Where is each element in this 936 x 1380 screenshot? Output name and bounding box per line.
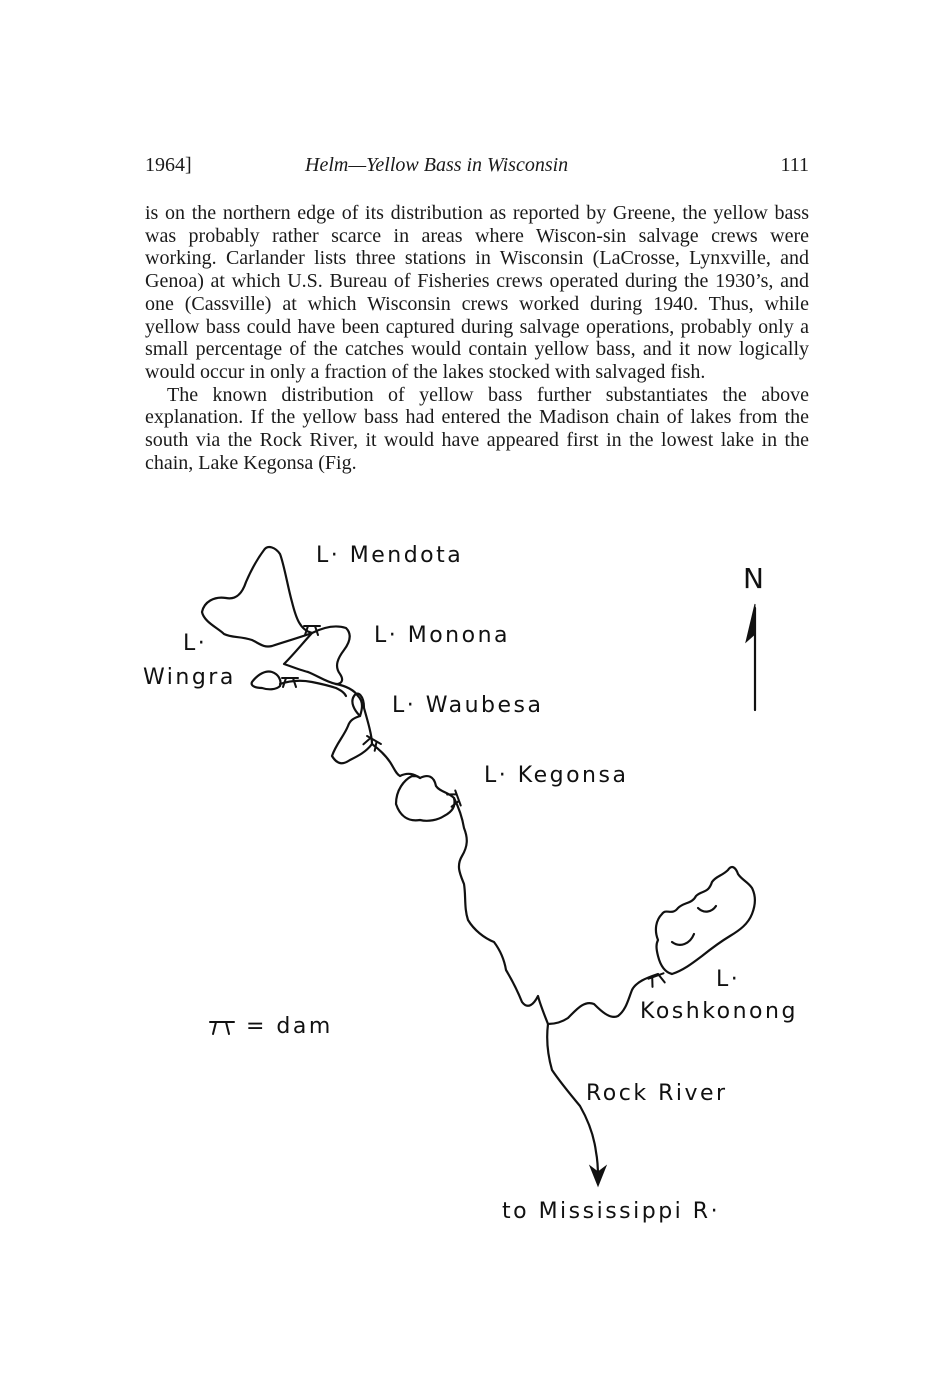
lake-koshkonong-outline bbox=[656, 867, 755, 974]
header-title: Helm—Yellow Bass in Wisconsin bbox=[305, 154, 569, 176]
label-lake-mendota: L· Mendota bbox=[316, 543, 464, 568]
river-segment-monona-waubesa bbox=[336, 684, 362, 716]
lake-waubesa-outline bbox=[332, 694, 372, 764]
lake-monona-outline bbox=[284, 626, 350, 684]
label-lake-wingra: Wingra bbox=[143, 665, 236, 690]
label-lake-monona: L· Monona bbox=[374, 623, 511, 648]
label-to-mississippi: to Mississippi R· bbox=[502, 1199, 721, 1224]
label-north: N bbox=[743, 562, 767, 595]
dam-legend-icon bbox=[210, 1022, 234, 1034]
running-header bbox=[145, 154, 809, 180]
lakes-map-figure bbox=[0, 530, 936, 1250]
lake-mendota-outline bbox=[202, 547, 312, 647]
lake-wingra-outline bbox=[252, 671, 281, 689]
paragraph-2: The known distribution of yellow bass further substantiates the above explanation. If the yellow bass had entered the Madison chain of lakes from the south via the Rock River, it would have appeared first in the lowest lake in the chain, Lake Kegonsa (Fig. bbox=[145, 383, 809, 474]
body-text bbox=[145, 202, 809, 474]
river-segment-waubesa-kegonsa bbox=[372, 744, 420, 778]
lake-koshkonong-shore-detail bbox=[672, 906, 716, 945]
label-lake-koshkonong: Koshkonong bbox=[640, 999, 798, 1024]
river-segment-kegonsa-rock bbox=[454, 798, 548, 1024]
label-lake-koshkonong-prefix: L· bbox=[716, 967, 741, 992]
label-rock-river: Rock River bbox=[586, 1081, 728, 1106]
label-lake-kegonsa: L· Kegonsa bbox=[484, 763, 629, 788]
page-number: 111 bbox=[780, 154, 809, 176]
lake-kegonsa-outline bbox=[396, 776, 455, 821]
label-lake-wingra-prefix: L· bbox=[183, 631, 208, 656]
header-year: 1964] bbox=[145, 154, 192, 176]
paragraph-1: is on the northern edge of its distribution as reported by Greene, the yellow bass was probably rather scarce in areas where Wiscon-sin salvage crews were working. Carlander lists three stations in Wisconsin (LaCrosse, Lynxville, and Genoa) at which U.S. Bureau of Fisheries crews operated during the 1930’s, and one (Cassville) at which Wisconsin crews worked during 1940. Thus, while yellow bass could have been captured during salvage operations, probably only a small percentage of the catches would contain yellow bass, and it now logically would occur in only a fraction of the lakes stocked with salvaged fish. bbox=[145, 202, 809, 383]
legend-dam-text: = dam bbox=[246, 1014, 333, 1039]
north-arrowhead bbox=[746, 604, 755, 642]
label-lake-waubesa: L· Waubesa bbox=[392, 693, 544, 718]
